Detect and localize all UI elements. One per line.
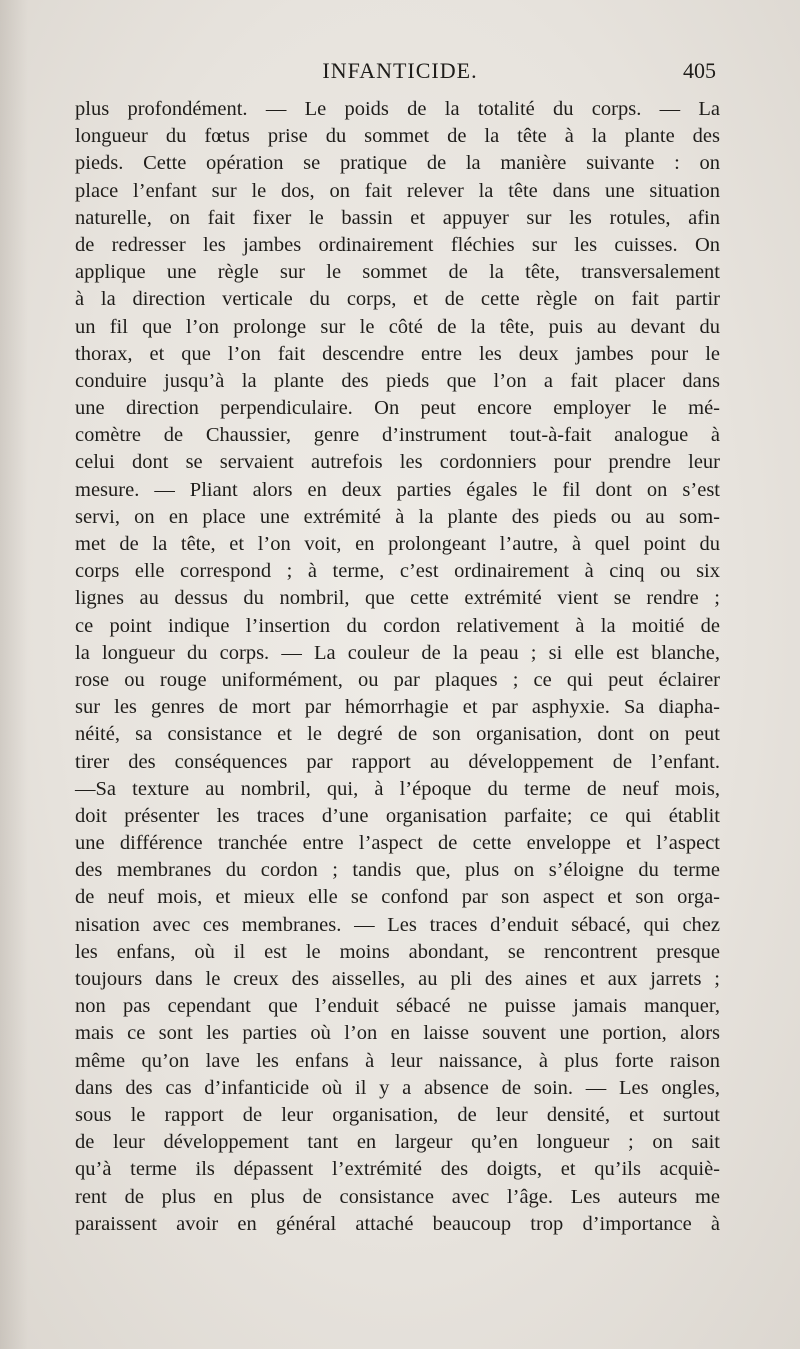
text-line: sous le rapport de leur organisation, de leur densité, et surtout (75, 1103, 720, 1126)
text-line: place l’enfant sur le dos, on fait relever la tête dans une situation (75, 179, 720, 202)
text-line: des membranes du cordon ; tandis que, plus on s’éloigne du terme (75, 859, 720, 882)
text-line: pieds. Cette opération se pratique de la manière suivante : on (75, 152, 720, 175)
body-text (75, 96, 720, 1238)
text-line: dans des cas d’infanticide où il y a absence de soin. — Les ongles, (75, 1076, 720, 1099)
text-line: rose ou rouge uniformément, ou par plaques ; ce qui peut éclairer (75, 668, 720, 691)
text-line: sur les genres de mort par hémorrhagie et par asphyxie. Sa diapha- (75, 696, 720, 719)
text-line: celui dont se servaient autrefois les cordonniers pour prendre leur (75, 451, 720, 474)
text-line: longueur du fœtus prise du sommet de la tête à la plante des (75, 125, 720, 148)
page-number: 405 (683, 58, 716, 83)
text-line: nisation avec ces membranes. — Les traces d’enduit sébacé, qui chez (75, 913, 720, 936)
text-line: lignes au dessus du nombril, que cette extrémité vient se rendre ; (75, 587, 720, 610)
text-line: néité, sa consistance et le degré de son organisation, dont on peut (75, 723, 720, 746)
text-line: comètre de Chaussier, genre d’instrument tout-à-fait analogue à (75, 424, 720, 447)
text-line: tirer des conséquences par rapport au développement de l’enfant. (75, 750, 720, 773)
text-line: mais ce sont les parties où l’on en laisse souvent une portion, alors (75, 1022, 720, 1045)
text-line: plus profondément. — Le poids de la totalité du corps. — La (75, 98, 720, 120)
text-line: doit présenter les traces d’une organisation parfaite; ce qui établit (75, 804, 720, 827)
text-line: non pas cependant que l’enduit sébacé ne puisse jamais manquer, (75, 995, 720, 1018)
text-line: la longueur du corps. — La couleur de la peau ; si elle est blanche, (75, 641, 720, 664)
text-line: paraissent avoir en général attaché beaucoup trop d’importance à (75, 1212, 720, 1235)
text-line: servi, on en place une extrémité à la plante des pieds ou au som- (75, 505, 720, 528)
text-line: thorax, et que l’on fait descendre entre les deux jambes pour le (75, 342, 720, 365)
text-line: mesure. — Pliant alors en deux parties égales le fil dont on s’est (75, 478, 720, 501)
text-line: naturelle, on fait fixer le bassin et appuyer sur les rotules, afin (75, 206, 720, 229)
text-line: une différence tranchée entre l’aspect de cette enveloppe et l’aspect (75, 832, 720, 855)
text-line: applique une règle sur le sommet de la tête, transversalement (75, 261, 720, 284)
text-line: qu’à terme ils dépassent l’extrémité des doigts, et qu’ils acquiè- (75, 1158, 720, 1181)
running-title: INFANTICIDE. (322, 58, 478, 83)
text-line: à la direction verticale du corps, et de cette règle on fait partir (75, 288, 720, 311)
text-line: met de la tête, et l’on voit, en prolongeant l’autre, à quel point du (75, 533, 720, 555)
text-line: les enfans, où il est le moins abondant, se rencontrent presque (75, 940, 720, 963)
text-line: même qu’on lave les enfans à leur naissance, à plus forte raison (75, 1049, 720, 1072)
text-line: corps elle correspond ; à terme, c’est ordinairement à cinq ou six (75, 560, 720, 583)
text-line: un fil que l’on prolonge sur le côté de la tête, puis au devant du (75, 315, 720, 338)
text-line: rent de plus en plus de consistance avec l’âge. Les auteurs me (75, 1185, 720, 1208)
text-line: toujours dans le creux des aisselles, au pli des aines et aux jarrets ; (75, 968, 720, 990)
text-line: ce point indique l’insertion du cordon relativement à la moitié de (75, 614, 720, 637)
text-line: une direction perpendiculaire. On peut encore employer le mé- (75, 397, 720, 420)
text-line: —Sa texture au nombril, qui, à l’époque du terme de neuf mois, (75, 777, 720, 800)
text-line: de leur développement tant en largeur qu’en longueur ; on sait (75, 1131, 720, 1154)
text-line: de redresser les jambes ordinairement fléchies sur les cuisses. On (75, 233, 720, 256)
text-line: conduire jusqu’à la plante des pieds que l’on a fait placer dans (75, 369, 720, 392)
text-line: de neuf mois, et mieux elle se confond par son aspect et son orga- (75, 886, 720, 909)
